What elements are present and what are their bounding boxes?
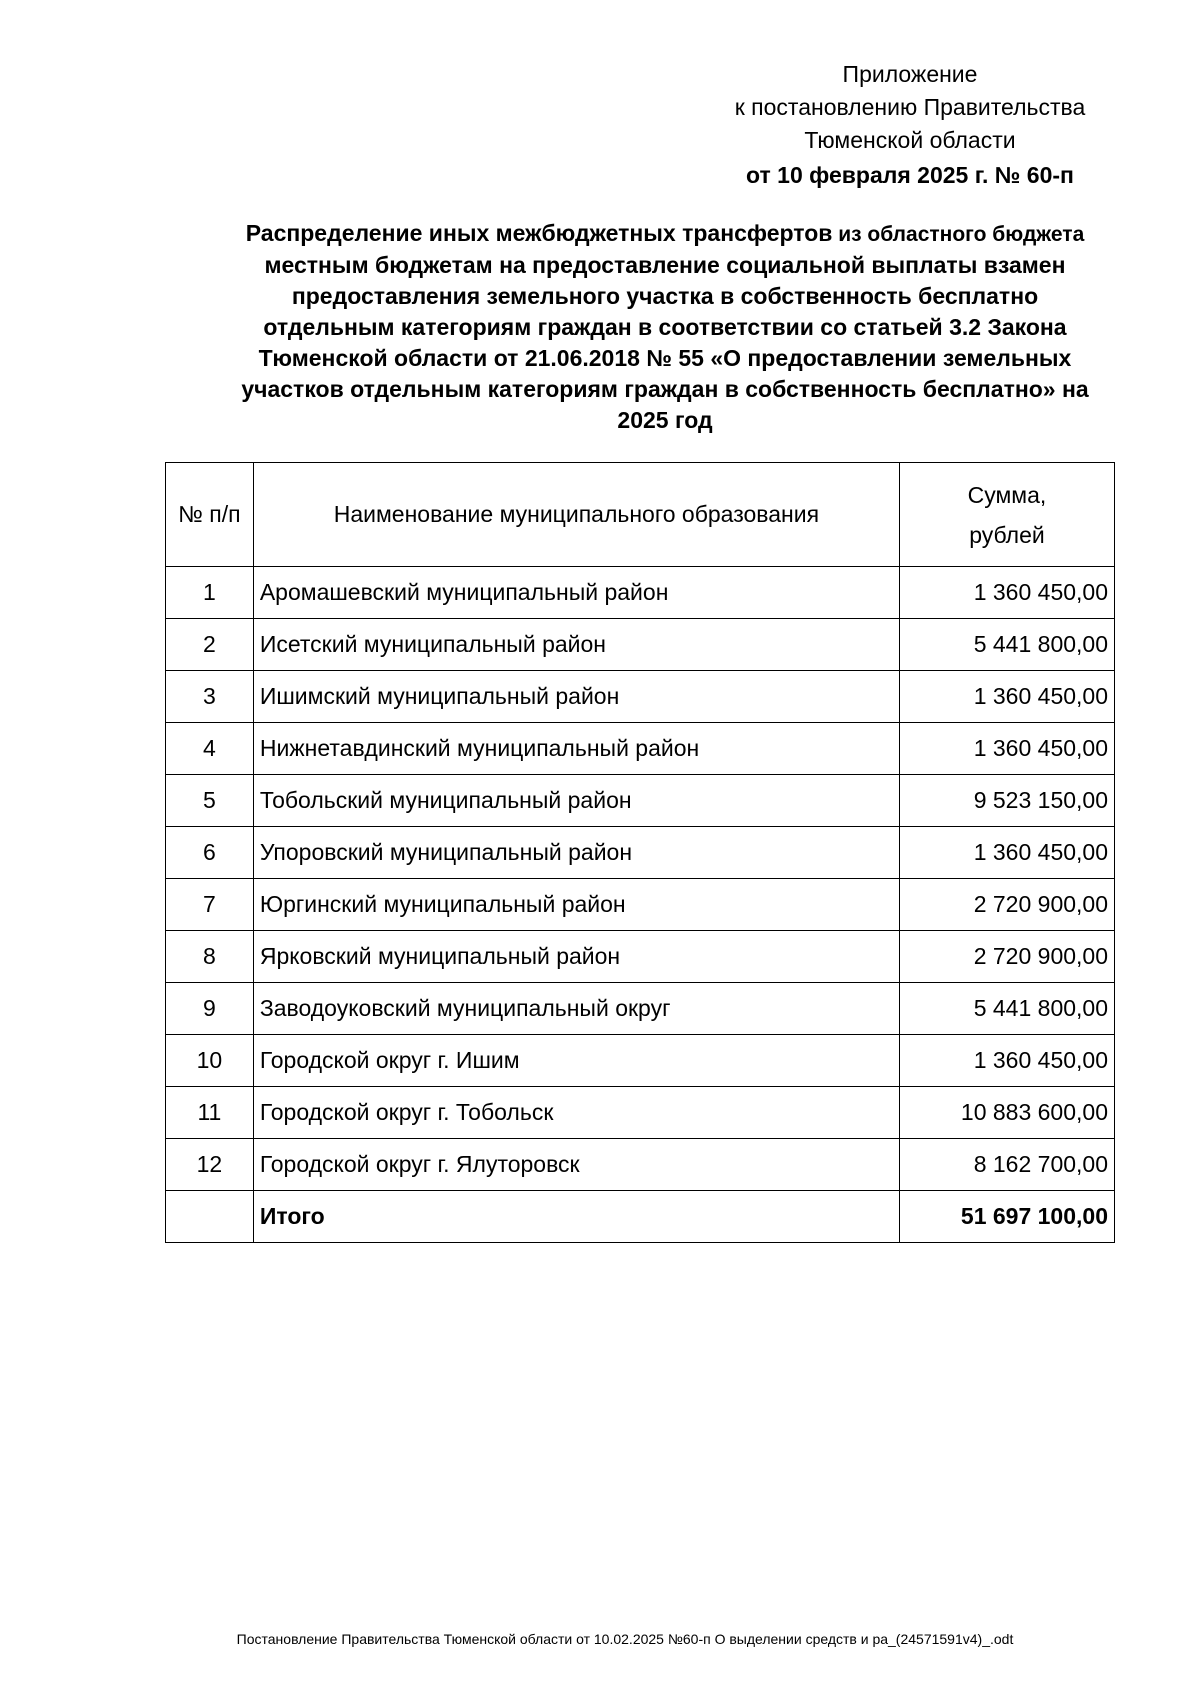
document-footer: Постановление Правительства Тюменской области от 10.02.2025 №60-п О выделении средств и ра_(24571591v4)_.odt bbox=[236, 1631, 1014, 1647]
row-num: 8 bbox=[166, 931, 254, 983]
row-sum: 5 441 800,00 bbox=[899, 619, 1114, 671]
row-num: 1 bbox=[166, 567, 254, 619]
total-label: Итого bbox=[253, 1191, 899, 1243]
header-num: № п/п bbox=[166, 463, 254, 567]
row-sum: 1 360 450,00 bbox=[899, 567, 1114, 619]
row-sum: 2 720 900,00 bbox=[899, 931, 1114, 983]
row-num: 9 bbox=[166, 983, 254, 1035]
row-num: 3 bbox=[166, 671, 254, 723]
total-num-empty bbox=[166, 1191, 254, 1243]
row-num: 12 bbox=[166, 1139, 254, 1191]
row-sum: 5 441 800,00 bbox=[899, 983, 1114, 1035]
row-sum: 1 360 450,00 bbox=[899, 723, 1114, 775]
document-title bbox=[160, 218, 1170, 436]
row-name: Нижнетавдинский муниципальный район bbox=[253, 723, 899, 775]
row-name: Заводоуковский муниципальный округ bbox=[253, 983, 899, 1035]
title-line-2: местным бюджетам на предоставление социальной выплаты взамен bbox=[264, 252, 1066, 278]
row-name: Аромашевский муниципальный район bbox=[253, 567, 899, 619]
appendix-reference: к постановлению Правительства bbox=[734, 94, 1086, 120]
row-name: Юргинский муниципальный район bbox=[253, 879, 899, 931]
title-line-4: отдельным категориям граждан в соответствии со статьей 3.2 Закона bbox=[263, 314, 1067, 340]
table-row bbox=[166, 775, 1115, 827]
title-line-6: участков отдельным категориям граждан в собственность бесплатно» на bbox=[241, 376, 1089, 402]
row-sum: 2 720 900,00 bbox=[899, 879, 1114, 931]
row-sum: 10 883 600,00 bbox=[899, 1087, 1114, 1139]
total-row bbox=[166, 1191, 1115, 1243]
row-num: 5 bbox=[166, 775, 254, 827]
appendix-header bbox=[700, 58, 1120, 192]
row-num: 11 bbox=[166, 1087, 254, 1139]
allocation-table bbox=[165, 462, 1115, 1243]
title-line-1-rest: из областного бюджета bbox=[832, 223, 1085, 246]
table-row bbox=[166, 931, 1115, 983]
title-line-3: предоставления земельного участка в собственность бесплатно bbox=[291, 283, 1039, 309]
table-header-row bbox=[166, 463, 1115, 567]
row-name: Тобольский муниципальный район bbox=[253, 775, 899, 827]
header-sum bbox=[899, 463, 1114, 567]
title-line-1-bold: Распределение иных межбюджетных трансфертов bbox=[245, 220, 833, 246]
row-name: Городской округ г. Тобольск bbox=[253, 1087, 899, 1139]
row-sum: 8 162 700,00 bbox=[899, 1139, 1114, 1191]
table-row bbox=[166, 983, 1115, 1035]
appendix-label: Приложение bbox=[842, 61, 978, 87]
row-num: 10 bbox=[166, 1035, 254, 1087]
title-line-1 bbox=[160, 218, 1170, 250]
row-name: Упоровский муниципальный район bbox=[253, 827, 899, 879]
row-num: 6 bbox=[166, 827, 254, 879]
row-sum: 1 360 450,00 bbox=[899, 671, 1114, 723]
row-name: Городской округ г. Ишим bbox=[253, 1035, 899, 1087]
row-name: Городской округ г. Ялуторовск bbox=[253, 1139, 899, 1191]
table-row bbox=[166, 723, 1115, 775]
header-sum-line-1: Сумма, bbox=[967, 481, 1047, 508]
table-row bbox=[166, 827, 1115, 879]
title-line-7: 2025 год bbox=[617, 407, 713, 433]
table-row bbox=[166, 1139, 1115, 1191]
table-row bbox=[166, 1087, 1115, 1139]
table-row bbox=[166, 879, 1115, 931]
appendix-date-number: от 10 февраля 2025 г. № 60-п bbox=[746, 162, 1074, 188]
row-name: Исетский муниципальный район bbox=[253, 619, 899, 671]
table-row bbox=[166, 1035, 1115, 1087]
table-row bbox=[166, 671, 1115, 723]
row-name: Ярковский муниципальный район bbox=[253, 931, 899, 983]
row-name: Ишимский муниципальный район bbox=[253, 671, 899, 723]
row-num: 7 bbox=[166, 879, 254, 931]
row-num: 4 bbox=[166, 723, 254, 775]
header-name: Наименование муниципального образования bbox=[253, 463, 899, 567]
row-sum: 9 523 150,00 bbox=[899, 775, 1114, 827]
table-row bbox=[166, 567, 1115, 619]
row-num: 2 bbox=[166, 619, 254, 671]
table-row bbox=[166, 619, 1115, 671]
header-sum-line-2: рублей bbox=[969, 521, 1045, 548]
total-sum: 51 697 100,00 bbox=[899, 1191, 1114, 1243]
row-sum: 1 360 450,00 bbox=[899, 827, 1114, 879]
appendix-region: Тюменской области bbox=[804, 127, 1016, 153]
row-sum: 1 360 450,00 bbox=[899, 1035, 1114, 1087]
title-line-5: Тюменской области от 21.06.2018 № 55 «О предоставлении земельных bbox=[258, 345, 1072, 371]
